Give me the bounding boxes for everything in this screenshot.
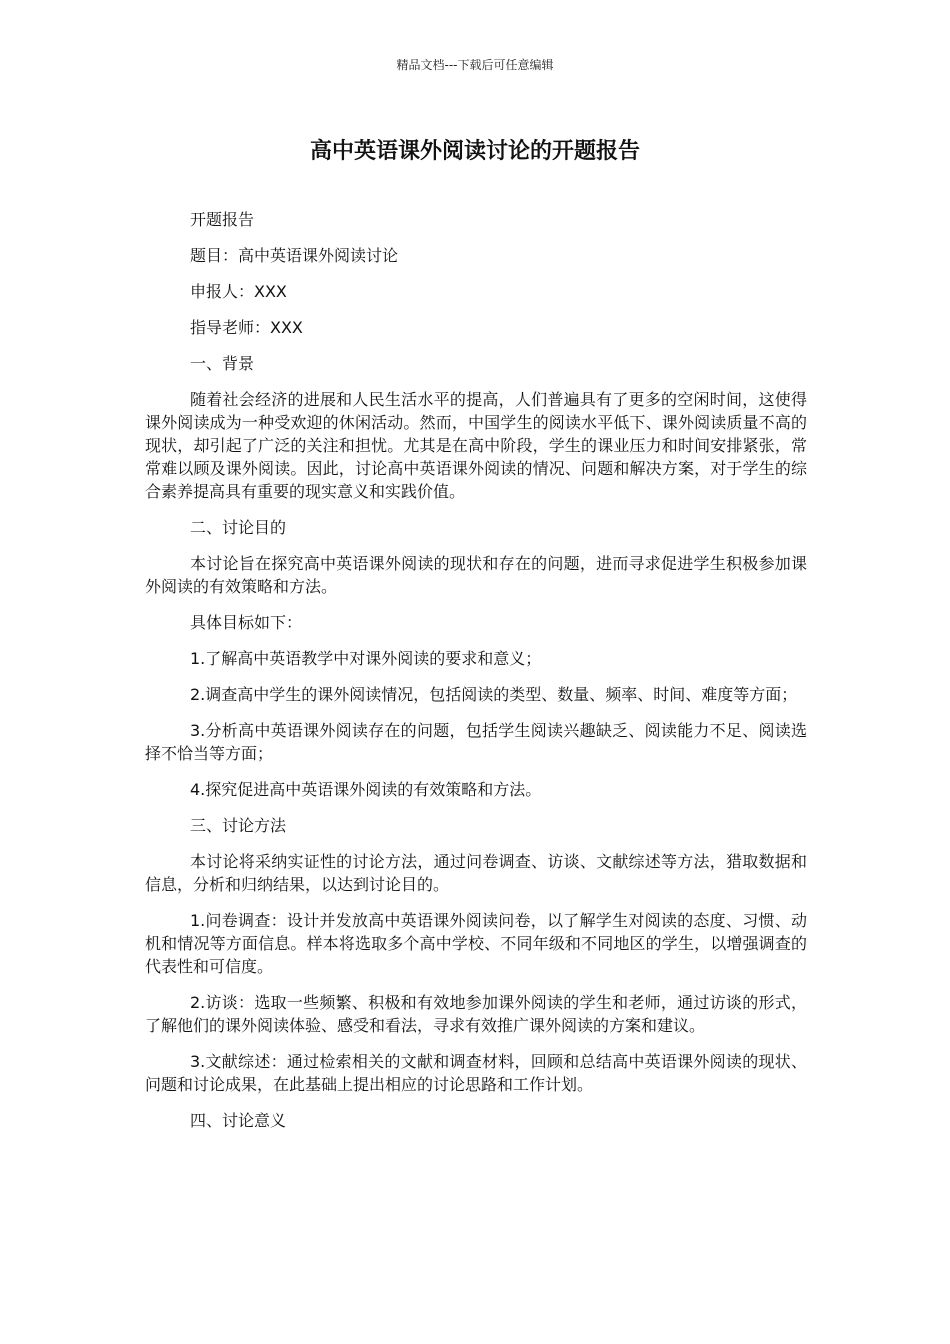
paragraph-advisor: 指导老师：XXX <box>190 318 303 337</box>
section-heading-significance: 四、讨论意义 <box>190 1111 287 1130</box>
document-body <box>145 208 807 1145</box>
section-heading-methods: 三、讨论方法 <box>190 816 287 835</box>
list-item-goal-2: 2.调查高中学生的课外阅读情况，包括阅读的类型、数量、频率、时间、难度等方面； <box>190 685 798 704</box>
section-heading-purpose: 二、讨论目的 <box>190 518 287 537</box>
list-item-method-questionnaire: 1.问卷调查：设计并发放高中英语课外阅读问卷，以了解学生对阅读的态度、习惯、动机和情况等方面信息。样本将选取多个高中学校、不同年级和不同地区的学生，以增强调查的代表性和可信度。 <box>145 911 807 976</box>
paragraph-report-label: 开题报告 <box>190 210 255 229</box>
document-title: 高中英语课外阅读讨论的开题报告 <box>309 139 640 164</box>
paragraph-purpose: 本讨论旨在探究高中英语课外阅读的现状和存在的问题，进而寻求促进学生积极参加课外阅读的有效策略和方法。 <box>145 554 807 596</box>
paragraph-applicant: 申报人：XXX <box>190 282 287 301</box>
list-item-goal-4: 4.探究促进高中英语课外阅读的有效策略和方法。 <box>190 780 542 799</box>
paragraph-goals-intro: 具体目标如下： <box>190 613 303 632</box>
list-item-method-literature: 3.文献综述：通过检索相关的文献和调查材料，回顾和总结高中英语课外阅读的现状、问题和讨论成果，在此基础上提出相应的讨论思路和工作计划。 <box>145 1052 807 1094</box>
paragraph-topic: 题目：高中英语课外阅读讨论 <box>190 246 399 265</box>
list-item-goal-3: 3.分析高中英语课外阅读存在的问题，包括学生阅读兴趣缺乏、阅读能力不足、阅读选择不恰当等方面； <box>145 721 807 763</box>
list-item-goal-1: 1.了解高中英语教学中对课外阅读的要求和意义； <box>190 649 542 668</box>
list-item-method-interview: 2.访谈：选取一些频繁、积极和有效地参加课外阅读的学生和老师，通过访谈的形式，了解他们的课外阅读体验、感受和看法，寻求有效推广课外阅读的方案和建议。 <box>145 993 807 1035</box>
page-header: 精品文档---下载后可任意编辑 <box>396 58 554 72</box>
section-heading-background: 一、背景 <box>190 354 255 373</box>
paragraph-background: 随着社会经济的进展和人民生活水平的提高，人们普遍具有了更多的空闲时间，这使得课外阅读成为一种受欢迎的休闲活动。然而，中国学生的阅读水平低下、课外阅读质量不高的现状，却引起了广泛的关注和担忧。尤其是在高中阶段，学生的课业压力和时间安排紧张，常常难以顾及课外阅读。因此，讨论高中英语课外阅读的情况、问题和解决方案，对于学生的综合素养提高具有重要的现实意义和实践价值。 <box>145 390 807 501</box>
paragraph-methods: 本讨论将采纳实证性的讨论方法，通过问卷调查、访谈、文献综述等方法，猎取数据和信息，分析和归纳结果，以达到讨论目的。 <box>145 852 807 894</box>
